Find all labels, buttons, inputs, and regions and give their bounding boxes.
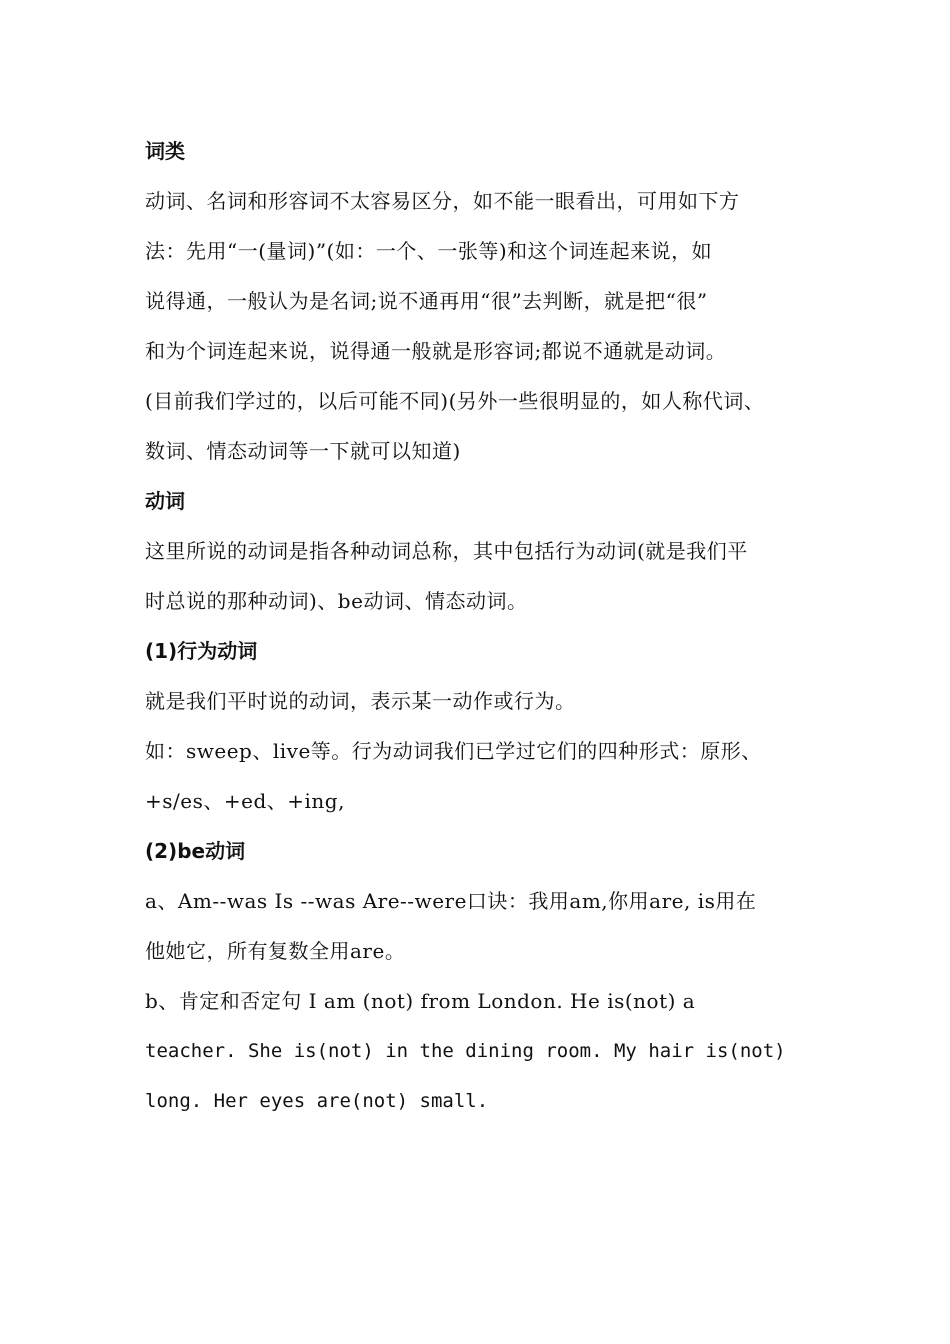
paragraph-line: 法：先用“一(量词)”(如：一个、一张等)和这个词连起来说，如: [145, 239, 713, 263]
paragraph-line: +s/es、+ed、+ing,: [145, 789, 345, 813]
section-heading-verbs: 动词: [145, 489, 185, 513]
paragraph-line: (目前我们学过的，以后可能不同)(另外一些很明显的，如人称代词、: [145, 389, 765, 413]
section-heading-action-verbs: (1)行为动词: [145, 639, 258, 663]
paragraph-line: 就是我们平时说的动词，表示某一动作或行为。: [145, 689, 576, 713]
section-heading-be-verbs: (2)be动词: [145, 839, 246, 863]
paragraph-line: 和为个词连起来说，说得通一般就是形容词;都说不通就是动词。: [145, 339, 727, 363]
paragraph-line: 动词、名词和形容词不太容易区分，如不能一眼看出，可用如下方: [145, 189, 740, 213]
paragraph-line: 他她它，所有复数全用are。: [145, 939, 406, 963]
paragraph-line: 说得通，一般认为是名词;说不通再用“很”去判断，就是把“很”: [145, 289, 708, 313]
paragraph-line: 数词、情态动词等一下就可以知道): [145, 439, 461, 463]
paragraph-line: b、肯定和否定句 I am (not) from London. He is(not) a: [145, 989, 696, 1013]
document-page: [145, 126, 835, 1126]
section-heading-word-classes: 词类: [145, 139, 185, 163]
paragraph-line: 时总说的那种动词)、be动词、情态动词。: [145, 589, 528, 613]
paragraph-line: teacher. She is(not) in the dining room. My hair is(not): [145, 1040, 786, 1062]
paragraph-line: 如：sweep、live等。行为动词我们已学过它们的四种形式：原形、: [145, 739, 762, 763]
paragraph-line: a、Am--was Is --was Are--were口诀：我用am,你用are, is用在: [145, 889, 757, 913]
paragraph-line: 这里所说的动词是指各种动词总称，其中包括行为动词(就是我们平: [145, 539, 748, 563]
paragraph-line: long. Her eyes are(not) small.: [145, 1090, 489, 1112]
